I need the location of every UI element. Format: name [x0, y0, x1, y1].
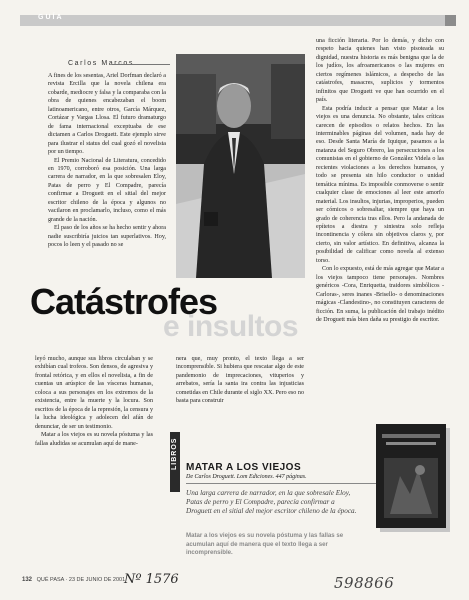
handwritten-code: 598866 — [334, 574, 395, 592]
headline-sub: e insultos — [163, 310, 299, 343]
paragraph: El paso de los años se ha hecho sentir y ahora nadie suscribiría juicios tan superlativos. Hoy, pocos lo leen y el pasado no se — [48, 225, 166, 249]
section-header-bar — [20, 15, 450, 26]
author-rule — [112, 64, 170, 65]
column-bottom-left — [35, 355, 153, 448]
paragraph: una ficción literaria. Por lo demás, y dicho con respeto hacia quienes han visto pisoteada su dignidad, nuestra historia es más benigna que la de los judíos, los afroamericanos o las mujeres en ciertos regímenes islámicos, a despecho de las catástrofes, masacres, suplicios y tormentos infinitos que Droguett ve que han ocurrido en el país. — [316, 38, 444, 104]
handwritten-number: Nº 1576 — [124, 572, 179, 587]
header-corner-square — [445, 15, 456, 26]
paragraph: A fines de los sesentas, Ariel Dorfman declaró a revista Ercilla que la novela chilena era cobarde, mediocre y falsa y la comparaba con la obra de quienes encabezaban el boom latinoamericano, entre otros, García Márquez, Cortázar y Vargas Llosa. El futuro dramaturgo de fama internacional exceptuaba de ese dictamen a Carlos Droguett. Este ejemplo sirve para ilustrar el status del cual gozó el novelista por un tiempo. — [48, 73, 166, 156]
headline: Catástrofes — [30, 281, 218, 322]
pull-quote: Matar a los viejos es su novela póstuma y las fallas se acumulan aquí de manera que el texto llega a ser incomprensible. — [186, 532, 344, 556]
libros-label: LIBROS — [171, 437, 178, 470]
section-label: GUÍA — [38, 14, 64, 21]
review-byline: De Carlos Droguett. Lom Ediciones. 447 páginas. — [186, 474, 307, 480]
review-deck: Una larga carrera de narrador, en la que sobresale Eloy, Patas de perro y El Compadre, parecía confirmar a Droguett en el sitial del mejor escritor chileno de la época. — [186, 489, 357, 515]
portrait-image — [176, 54, 305, 278]
author-photo — [176, 54, 305, 278]
review-book-title: MATAR A LOS VIEJOS — [186, 462, 302, 473]
paragraph: Con lo expuesto, está de más agregar que Matar a los viejos tampoco tiene personajes. Nombres genéricos -Cora, Enriquetta, traidores simbólicos -Carloras-, seres inanes -Brisello- o denominaciones mágicas -Clandestino-, no constituyen caracteres de ficción. En suma, la publicación del trabajo inédito de Droguett más bien daña su prestigio de escritor. — [316, 266, 444, 323]
article-author: Carlos Marcos — [68, 60, 134, 67]
paragraph: nera que, muy pronto, el texto llega a ser incomprensible. Si hubiera que rescatar algo de este pandemonio de imprecaciones, vituperios y arrebatos, sería la santa ira contra las injusticias cometidas en Chile durante el siglo XX. Pero eso no basta para construir — [176, 356, 304, 405]
book-cover — [376, 424, 446, 528]
review-rule — [186, 483, 376, 484]
page-footer — [22, 577, 125, 583]
book-cover-art — [376, 424, 446, 528]
page-number: 132 — [22, 577, 33, 583]
paragraph: leyó mucho, aunque sus libros circulaban y se exhibían cual trofeos. Son densos, de agresiva y frontal retórica, y en ellos el novelista, a fin de cuentas un arúspice de las vísceras humanas, coloca a sus personajes en los extremos de la existencia, entre la muerte y la locura. Son escritos de la época de la represión, la censura y la lucha ideológica y adolecen del afán de denunciar, de ser un testimonio. — [35, 356, 153, 430]
column-left-top — [48, 72, 166, 250]
column-bottom-middle — [176, 355, 304, 406]
paragraph: Esta podría inducir a pensar que Matar a los viejos es una denuncia. No obstante, tales críticas carecen de episodios o relatos hechos. En las interminables páginas del volumen, nada hay de eso. Desde Santa María de Iquique, pasamos a la matanza del Seguro Obrero, las persecuciones a los comunistas en el gobierno de González Videla o las recientes violaciones a los derechos humanos, y todo se presenta sin hilo conductor o unidad temática mínima. Es imposible conmoverse o sentir cualquier clase de emociones al leer este amorfo material. Los insultos, injurias, improperios, pueden ser cómicos o sobresaltar, siempre que haya un grado de coherencia tras ellos. Pero la andanada de epítetos a diestra y siniestra solo refleja incontinencia y cólera sin objetivos claros y, por cierto, sin valor artístico. En definitiva, alcanza la posibilidad de calificar como novela al extenso torso. — [316, 105, 444, 264]
column-right — [316, 37, 444, 324]
paragraph: Matar a los viejos es su novela póstuma y las fallas aludidas se acumulan aquí de mane- — [35, 432, 153, 447]
issue-info: QUÉ PASA · 23 DE JUNIO DE 2001 — [36, 577, 126, 583]
paragraph: El Premio Nacional de Literatura, concedido en 1970, corroboró esa posición. Una larga carrera de narrador, en la que sobresalen Eloy, Patas de perro y El Compadre, parecía confirmar a Droguett en el sitial del mejor escritor chileno de la época y algunos no vacilaron en proclamarlo, incluso, como el más grande de la nación. — [48, 157, 166, 223]
